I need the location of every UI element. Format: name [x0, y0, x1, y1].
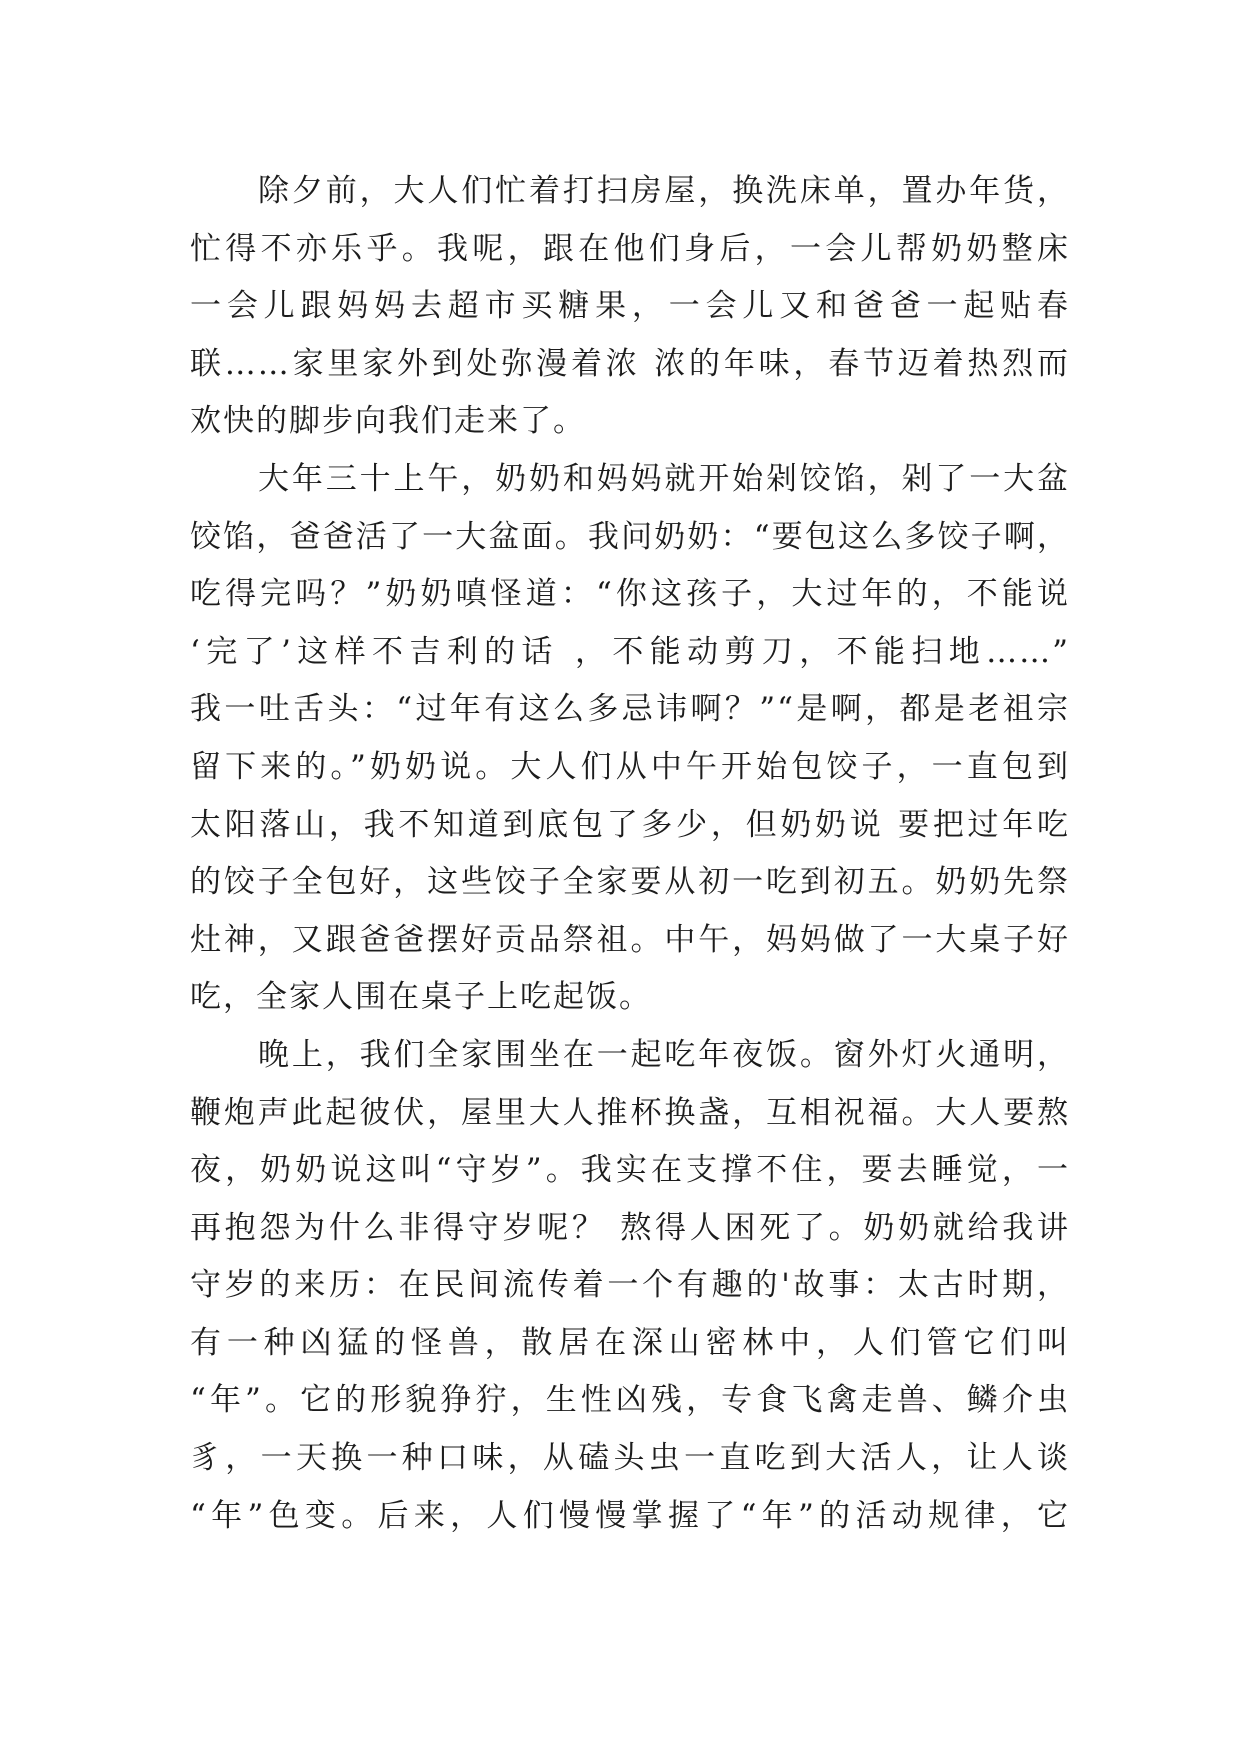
text-line: ‘完了’这样不吉利的话 ，不能动剪刀，不能扫地……” [190, 633, 1070, 670]
text-line: 吃，全家人围在桌子上吃起饭。 [190, 979, 652, 1016]
text-line: 夜，奶奶说这叫“守岁”。我实在支撑不住，要去睡觉，一 [190, 1152, 1070, 1189]
text-line: 一会儿跟妈妈去超市买糖果，一会儿又和爸爸一起贴春 [190, 288, 1070, 325]
text-line: “年”色变。后来，人们慢慢掌握了“年”的活动规律，它 [190, 1497, 1070, 1534]
text-line: 的饺子全包好，这些饺子全家要从初一吃到初五。奶奶先祭 [190, 864, 1070, 901]
text-line: 忙得不亦乐乎。我呢，跟在他们身后，一会儿帮奶奶整床 [190, 230, 1070, 267]
text-line: 饺馅，爸爸活了一大盆面。我问奶奶：“要包这么多饺子啊， [190, 518, 1070, 555]
paragraph [190, 1027, 1070, 1545]
text-line: 欢快的脚步向我们走来了。 [190, 403, 586, 440]
text-line: “年”。它的形貌狰狞，生性凶残，专食飞禽走兽、鳞介虫 [190, 1382, 1070, 1419]
text-line: 晚上，我们全家围坐在一起吃年夜饭。窗外灯火通明， [258, 1036, 1070, 1073]
text-line: 大年三十上午，奶奶和妈妈就开始剁饺馅，剁了一大盆 [258, 460, 1070, 497]
text-line: 豸，一天换一种口味，从磕头虫一直吃到大活人，让人谈 [190, 1440, 1070, 1477]
text-line: 除夕前，大人们忙着打扫房屋，换洗床单，置办年货， [258, 173, 1070, 209]
text-line: 鞭炮声此起彼伏，屋里大人推杯换盏，互相祝福。大人要熬 [190, 1094, 1070, 1131]
text-line: 联……家里家外到处弥漫着浓 浓的年味，春节迈着热烈而 [190, 345, 1070, 382]
text-line: 灶神，又跟爸爸摆好贡品祭祖。中午，妈妈做了一大桌子好 [190, 921, 1070, 958]
document-body [190, 163, 1070, 1545]
paragraph [190, 451, 1070, 1027]
text-line: 有一种凶猛的怪兽，散居在深山密林中，人们管它们叫 [190, 1324, 1070, 1361]
text-line: 守岁的来历：在民间流传着一个有趣的'故事：太古时期， [190, 1267, 1070, 1304]
text-line: 太阳落山，我不知道到底包了多少，但奶奶说 要把过年吃 [190, 806, 1070, 843]
text-line: 吃得完吗？”奶奶嗔怪道：“你这孩子，大过年的，不能说 [190, 576, 1070, 613]
text-line: 留下来的。”奶奶说。大人们从中午开始包饺子，一直包到 [190, 748, 1070, 785]
text-line: 再抱怨为什么非得守岁呢？ 熬得人困死了。奶奶就给我讲 [190, 1209, 1070, 1246]
text-line: 我一吐舌头：“过年有这么多忌讳啊？”“是啊，都是老祖宗 [190, 691, 1070, 728]
paragraph [190, 163, 1070, 451]
